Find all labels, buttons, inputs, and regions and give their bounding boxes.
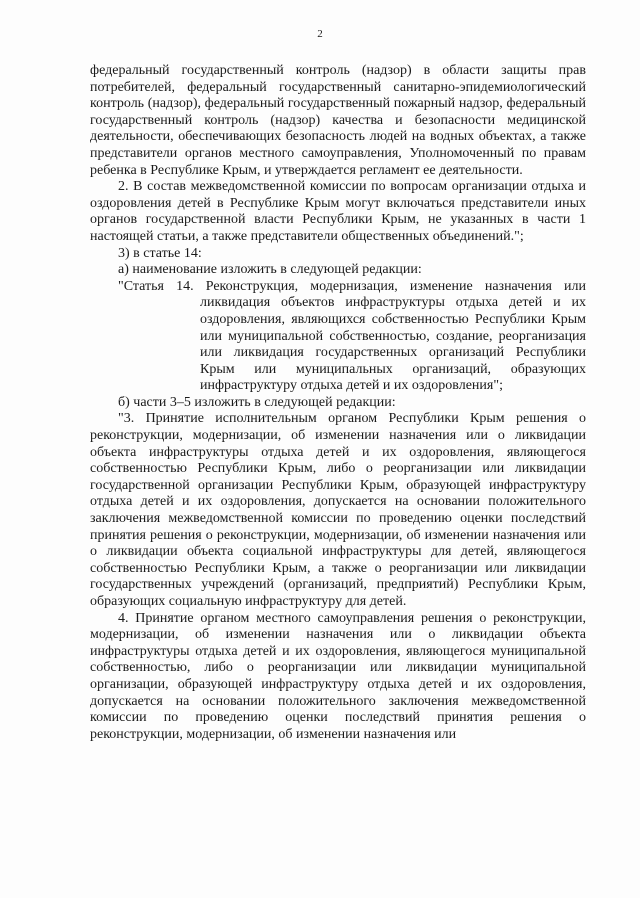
page-number: 2: [317, 28, 323, 40]
paragraph-part-2: 2. В состав межведомственной комиссии по вопросам организации отдыха и оздоровления детей в Республике Крым могут включаться представители иных органов государственной власти Республики Крым, не указанных в части 1 настоящей статьи, а также представители общественных объединений.";: [90, 179, 586, 244]
article-14-heading: "Статья 14. Реконструкция, модернизация, изменение назначения или ликвидация объектов инфраструктуры отдыха детей и их оздоровления, являющихся собственностью Республики Крым или муниципальной собственностью, создание, реорганизация или ликвидация государственных организаций Республики Крым или муниципальных организаций, образующих инфраструктуру отдыха детей и их оздоровления";: [118, 278, 586, 394]
paragraph-part-3: "3. Принятие исполнительным органом Республики Крым решения о реконструкции, модернизации, об изменении назначения или о ликвидации объекта инфраструктуры отдыха детей и их оздоровления, являющегося собственностью Республики Крым, либо о реорганизации или ликвидации государственной организации Республики Крым, образующей инфраструктуру отдыха детей и их оздоровления, допускается на основании положительного заключения межведомственной комиссии по проведению оценки последствий принятия решения о реконструкции, модернизации, об изменении назначения или о ликвидации объекта социальной инфраструктуры для детей, являющегося собственностью Республики Крым, а также о реорганизации или ликвидации государственных учреждений (организаций, предприятий) Республики Крым, образующих социальную инфраструктуру для детей.: [90, 411, 586, 609]
paragraph-item-a: а) наименование изложить в следующей редакции:: [118, 262, 422, 278]
paragraph-item-3: 3) в статье 14:: [118, 245, 202, 261]
paragraph-item-b: б) части 3–5 изложить в следующей редакции:: [118, 394, 396, 410]
document-body: [90, 63, 586, 743]
paragraph-part-4: 4. Принятие органом местного самоуправления решения о реконструкции, модернизации, об изменении назначения или о ликвидации объекта инфраструктуры отдыха детей и их оздоровления, являющегося муниципальной собственностью, либо о реорганизации или ликвидации муниципальной организации, образующей инфраструктуру отдыха детей и их оздоровления, допускается на основании положительного заключения межведомственной комиссии по проведению оценки последствий принятия решения о реконструкции, модернизации, об изменении назначения или: [90, 610, 586, 742]
paragraph-continuation: федеральный государственный контроль (надзор) в области защиты прав потребителей, федеральный государственный санитарно-эпидемиологический контроль (надзор), федеральный государственный пожарный надзор, федеральный государственный контроль (надзор) качества и безопасности медицинской деятельности, обеспечивающих безопасность людей на водных объектах, а также представители органов местного самоуправления, Уполномоченный по правам ребенка в Республике Крым, и утверждается регламент ее деятельности.: [90, 63, 586, 178]
